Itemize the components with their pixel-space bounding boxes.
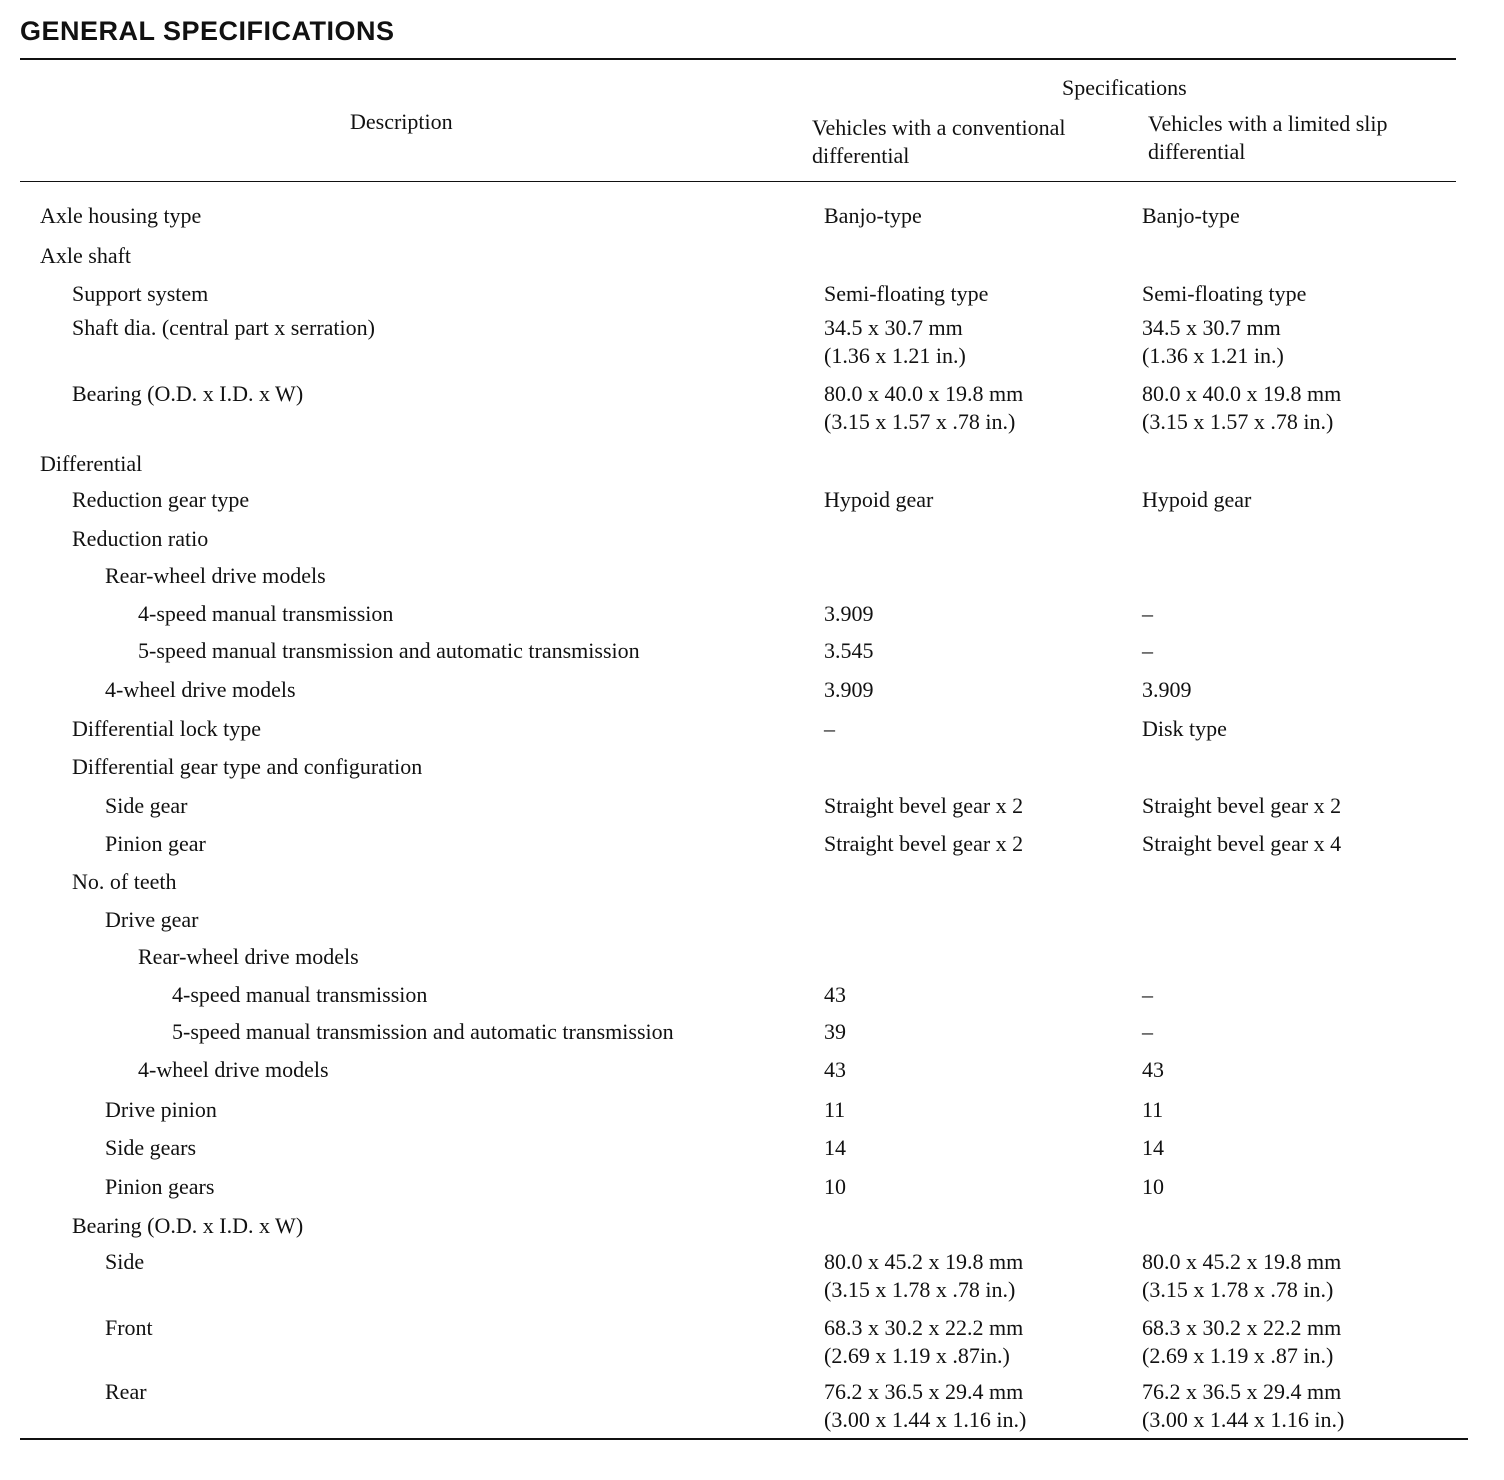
header-rule: [20, 181, 1456, 182]
limited-slip-value: [1142, 1134, 1164, 1162]
row-description: Rear-wheel drive models: [138, 944, 359, 969]
conventional-value: [824, 792, 1023, 820]
conventional-column-header: [812, 114, 1066, 170]
conventional-value: [824, 486, 933, 514]
header-line: differential: [812, 143, 910, 168]
header-line: differential: [1148, 139, 1246, 164]
row-description: 5-speed manual transmission and automatic transmission: [172, 1019, 674, 1044]
conventional-value: [824, 981, 846, 1009]
limited-slip-value: [1142, 1018, 1153, 1046]
row-description: 4-speed manual transmission: [138, 601, 394, 626]
value-line: (2.69 x 1.19 x .87in.): [824, 1343, 1010, 1368]
row-description: Side gear: [105, 793, 188, 818]
conventional-value: [824, 1018, 846, 1046]
value-line: Straight bevel gear x 2: [824, 793, 1024, 818]
conventional-value: [824, 600, 874, 628]
specifications-header: Specifications: [1062, 75, 1187, 100]
value-line: (2.69 x 1.19 x .87 in.): [1142, 1343, 1334, 1368]
value-line: 14: [1142, 1135, 1164, 1160]
value-line: Hypoid gear: [824, 487, 934, 512]
conventional-value: [824, 1173, 846, 1201]
value-line: 43: [824, 982, 846, 1007]
limited-slip-value: [1142, 600, 1153, 628]
value-line: 3.909: [824, 601, 874, 626]
value-line: Banjo-type: [1142, 203, 1240, 228]
limited-slip-value: [1142, 1248, 1341, 1304]
conventional-value: [824, 202, 922, 230]
limited-slip-value: [1142, 830, 1341, 858]
header-line: Vehicles with a limited slip: [1148, 111, 1388, 136]
value-line: 34.5 x 30.7 mm: [1142, 315, 1281, 340]
row-description: Axle housing type: [40, 203, 202, 228]
value-line: 3.545: [824, 638, 874, 663]
value-line: 76.2 x 36.5 x 29.4 mm: [824, 1379, 1024, 1404]
row-description: Differential: [40, 451, 143, 476]
row-description: Side gears: [105, 1135, 197, 1160]
value-line: 39: [824, 1019, 846, 1044]
value-line: Straight bevel gear x 2: [1142, 793, 1342, 818]
value-line: –: [824, 716, 835, 741]
limited-slip-value: [1142, 637, 1153, 665]
conventional-value: [824, 380, 1023, 436]
value-line: 68.3 x 30.2 x 22.2 mm: [824, 1315, 1024, 1340]
conventional-value: [824, 1314, 1023, 1370]
conventional-value: [824, 830, 1023, 858]
value-line: 80.0 x 45.2 x 19.8 mm: [1142, 1249, 1342, 1274]
value-line: –: [1142, 982, 1153, 1007]
value-line: 68.3 x 30.2 x 22.2 mm: [1142, 1315, 1342, 1340]
page-title: GENERAL SPECIFICATIONS: [20, 16, 395, 46]
row-description: 5-speed manual transmission and automatic transmission: [138, 638, 640, 663]
limited-slip-value: [1142, 715, 1227, 743]
conventional-value: [824, 1056, 846, 1084]
limited-slip-value: [1142, 486, 1251, 514]
row-description: Bearing (O.D. x I.D. x W): [72, 381, 304, 406]
row-description: Reduction gear type: [72, 487, 250, 512]
value-line: 76.2 x 36.5 x 29.4 mm: [1142, 1379, 1342, 1404]
limited-slip-value: [1142, 792, 1341, 820]
value-line: Banjo-type: [824, 203, 922, 228]
value-line: (1.36 x 1.21 in.): [824, 343, 966, 368]
row-description: Front: [105, 1315, 153, 1340]
row-description: Rear: [105, 1379, 147, 1404]
row-description: Pinion gears: [105, 1174, 215, 1199]
limited-slip-value: [1142, 1314, 1341, 1370]
value-line: 3.909: [824, 677, 874, 702]
value-line: Straight bevel gear x 2: [824, 831, 1024, 856]
value-line: (3.15 x 1.57 x .78 in.): [1142, 409, 1334, 434]
limited-slip-value: [1142, 1096, 1163, 1124]
row-description: Shaft dia. (central part x serration): [72, 315, 375, 340]
row-description: Drive pinion: [105, 1097, 217, 1122]
value-line: –: [1142, 638, 1153, 663]
conventional-value: [824, 1096, 845, 1124]
value-line: 43: [1142, 1057, 1164, 1082]
value-line: Disk type: [1142, 716, 1227, 741]
value-line: (3.00 x 1.44 x 1.16 in.): [1142, 1407, 1345, 1432]
value-line: 43: [824, 1057, 846, 1082]
row-description: Rear-wheel drive models: [105, 563, 326, 588]
value-line: –: [1142, 601, 1153, 626]
value-line: (3.15 x 1.78 x .78 in.): [824, 1277, 1016, 1302]
conventional-value: [824, 314, 966, 370]
limited-slip-value: [1142, 202, 1240, 230]
row-description: Reduction ratio: [72, 526, 209, 551]
value-line: (1.36 x 1.21 in.): [1142, 343, 1284, 368]
value-line: 11: [824, 1097, 846, 1122]
value-line: (3.00 x 1.44 x 1.16 in.): [824, 1407, 1027, 1432]
row-description: Side: [105, 1249, 145, 1274]
bottom-rule: [20, 1438, 1468, 1440]
limited-slip-value: [1142, 380, 1341, 436]
value-line: 80.0 x 40.0 x 19.8 mm: [824, 381, 1024, 406]
limited-slip-value: [1142, 1378, 1344, 1434]
value-line: 34.5 x 30.7 mm: [824, 315, 963, 340]
value-line: 3.909: [1142, 677, 1192, 702]
conventional-value: [824, 637, 874, 665]
row-description: 4-wheel drive models: [105, 677, 296, 702]
limited-slip-value: [1142, 1056, 1164, 1084]
conventional-value: [824, 1378, 1026, 1434]
row-description: Pinion gear: [105, 831, 206, 856]
limited-slip-value: [1142, 981, 1153, 1009]
value-line: Straight bevel gear x 4: [1142, 831, 1342, 856]
value-line: 10: [1142, 1174, 1164, 1199]
header-line: Vehicles with a conventional: [812, 115, 1066, 140]
value-line: 10: [824, 1174, 846, 1199]
value-line: 14: [824, 1135, 846, 1160]
value-line: (3.15 x 1.57 x .78 in.): [824, 409, 1016, 434]
description-header: Description: [350, 109, 453, 134]
top-rule: [20, 58, 1456, 60]
row-description: Support system: [72, 281, 209, 306]
value-line: Semi-floating type: [1142, 281, 1307, 306]
conventional-value: [824, 1248, 1023, 1304]
conventional-value: [824, 676, 874, 704]
limited-slip-value: [1142, 280, 1306, 308]
row-description: Drive gear: [105, 907, 199, 932]
value-line: 11: [1142, 1097, 1164, 1122]
row-description: Axle shaft: [40, 243, 132, 268]
limited-slip-value: [1142, 676, 1192, 704]
row-description: Differential lock type: [72, 716, 261, 741]
limited-slip-value: [1142, 314, 1284, 370]
value-line: 80.0 x 45.2 x 19.8 mm: [824, 1249, 1024, 1274]
value-line: 80.0 x 40.0 x 19.8 mm: [1142, 381, 1342, 406]
row-description: 4-speed manual transmission: [172, 982, 428, 1007]
row-description: Differential gear type and configuration: [72, 754, 423, 779]
conventional-value: [824, 1134, 846, 1162]
conventional-value: [824, 280, 988, 308]
value-line: –: [1142, 1019, 1153, 1044]
row-description: No. of teeth: [72, 869, 177, 894]
conventional-value: [824, 715, 835, 743]
value-line: Semi-floating type: [824, 281, 989, 306]
value-line: Hypoid gear: [1142, 487, 1252, 512]
value-line: (3.15 x 1.78 x .78 in.): [1142, 1277, 1334, 1302]
limited-slip-column-header: [1148, 110, 1388, 166]
row-description: Bearing (O.D. x I.D. x W): [72, 1213, 304, 1238]
limited-slip-value: [1142, 1173, 1164, 1201]
row-description: 4-wheel drive models: [138, 1057, 329, 1082]
